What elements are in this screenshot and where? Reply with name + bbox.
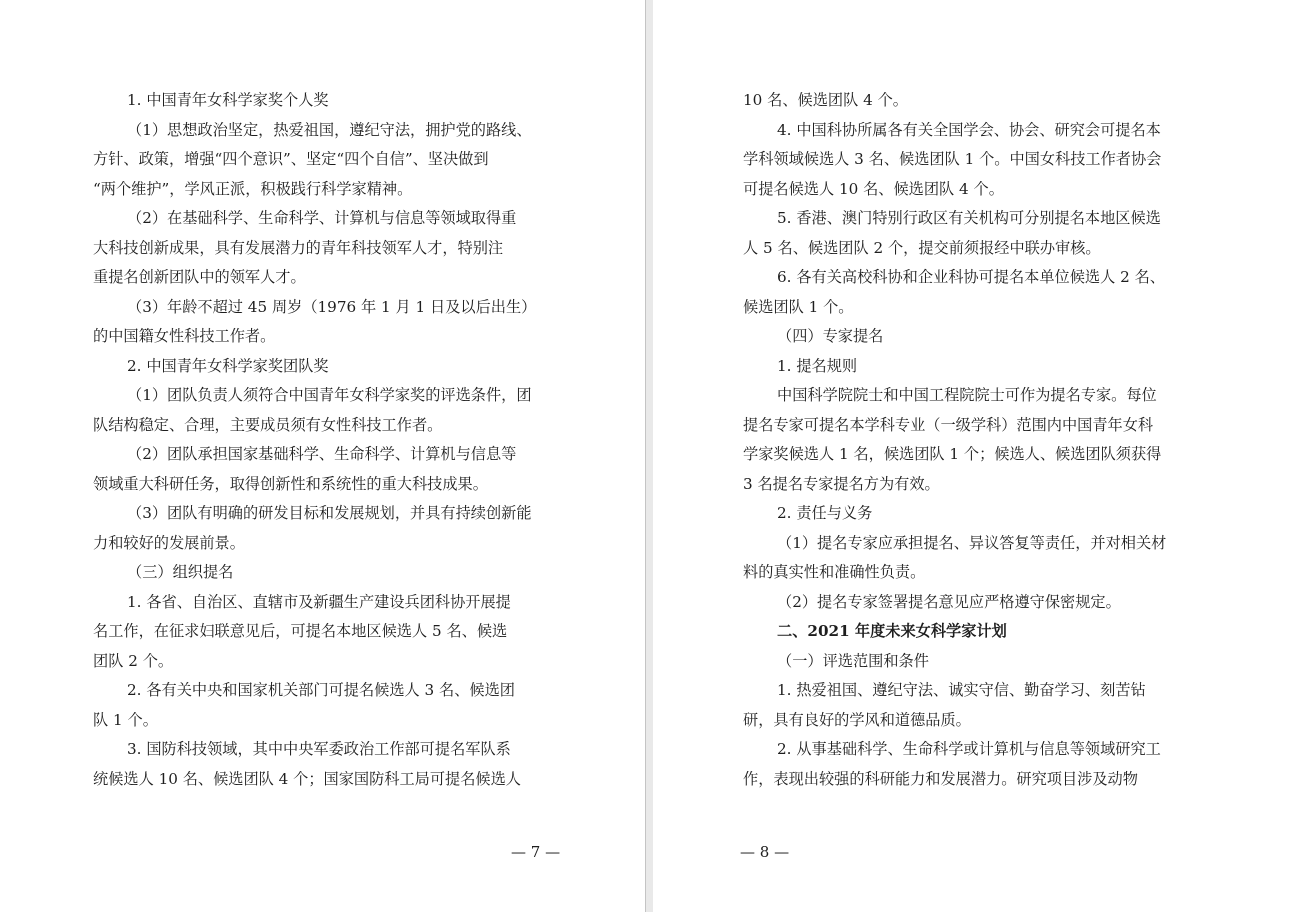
text-line: “两个维护”，学风正派，积极践行科学家精神。 [93,179,413,198]
text-line: 10 名、候选团队 4 个。 [743,91,908,109]
text-line: 1. 中国青年女科学家奖个人奖 [127,91,329,109]
text-line: 统候选人 10 名、候选团队 4 个；国家国防科工局可提名候选人 [93,769,521,788]
text-line: （2）提名专家签署提名意见应严格遵守保密规定。 [777,592,1121,611]
text-line: 中国科学院院士和中国工程院院士可作为提名专家。每位 [777,386,1157,404]
text-line: （四）专家提名 [777,327,884,345]
text-line: 1. 热爱祖国、遵纪守法、诚实守信、勤奋学习、刻苦钻 [777,681,1146,699]
page-8 [653,0,1299,912]
text-line: 作，表现出较强的科研能力和发展潜力。研究项目涉及动物 [743,769,1138,788]
text-line: 方针、政策，增强“四个意识”、坚定“四个自信”、坚决做到 [93,150,489,168]
text-line: （1）思想政治坚定，热爱祖国，遵纪守法，拥护党的路线、 [127,120,532,139]
text-line: 队结构稳定、合理，主要成员须有女性科技工作者。 [93,415,443,434]
text-line: （2）团队承担国家基础科学、生命科学、计算机与信息等 [127,445,517,463]
text-line: 学家奖候选人 1 名，候选团队 1 个；候选人、候选团队须获得 [743,445,1162,463]
text-line: 5. 香港、澳门特别行政区有关机构可分别提名本地区候选 [777,209,1161,227]
text-line: 4. 中国科协所属各有关全国学会、协会、研究会可提名本 [777,120,1161,139]
page-edge-divider [645,0,646,912]
page-number: — 8 — [740,843,790,861]
page-8-body [743,86,1231,794]
text-line: 人 5 名、候选团队 2 个，提交前须报经中联办审核。 [743,238,1101,257]
page-7-body [93,86,578,794]
text-line: （3）年龄不超过 45 周岁（1976 年 1 月 1 日及以后出生） [127,297,537,316]
text-line: 2. 各有关中央和国家机关部门可提名候选人 3 名、候选团 [127,681,515,699]
text-line: 团队 2 个。 [93,651,174,670]
text-line: （一）评选范围和条件 [777,651,929,670]
text-line: 队 1 个。 [93,710,158,729]
page-number: — 7 — [511,843,561,861]
text-line: 2. 中国青年女科学家奖团队奖 [127,356,329,375]
text-line: 2. 从事基础科学、生命科学或计算机与信息等领域研究工 [777,740,1161,758]
text-line: 研，具有良好的学风和道德品质。 [743,710,971,729]
text-line: 学科领域候选人 3 名、候选团队 1 个。中国女科技工作者协会 [743,150,1162,168]
text-line: 大科技创新成果，具有发展潜力的青年科技领军人才，特别注 [93,238,504,257]
page-7 [0,0,645,912]
text-line: 1. 提名规则 [777,356,858,375]
text-line: 可提名候选人 10 名、候选团队 4 个。 [743,179,1004,198]
text-line: （2）在基础科学、生命科学、计算机与信息等领域取得重 [127,209,517,227]
text-line: 6. 各有关高校科协和企业科协可提名本单位候选人 2 名、 [777,268,1165,286]
text-line: 的中国籍女性科技工作者。 [93,327,276,345]
text-line: （1）团队负责人须符合中国青年女科学家奖的评选条件，团 [127,386,532,404]
text-line: 提名专家可提名本学科专业（一级学科）范围内中国青年女科 [743,415,1154,434]
text-line: 领域重大科研任务，取得创新性和系统性的重大科技成果。 [93,474,488,493]
section-heading: 二、2021 年度未来女科学家计划 [777,622,1007,640]
text-line: 力和较好的发展前景。 [93,533,245,552]
text-line: （三）组织提名 [127,563,234,581]
text-line: 重提名创新团队中的领军人才。 [93,268,306,286]
text-line: （1）提名专家应承担提名、异议答复等责任，并对相关材 [777,533,1167,552]
text-line: 1. 各省、自治区、直辖市及新疆生产建设兵团科协开展提 [127,592,511,611]
text-line: （3）团队有明确的研发目标和发展规划，并具有持续创新能 [127,504,532,522]
text-line: 2. 责任与义务 [777,504,873,522]
text-line: 名工作，在征求妇联意见后，可提名本地区候选人 5 名、候选 [93,622,508,640]
text-line: 3. 国防科技领域，其中中央军委政治工作部可提名军队系 [127,740,511,758]
text-line: 候选团队 1 个。 [743,297,854,316]
text-line: 3 名提名专家提名方为有效。 [743,474,940,493]
text-line: 料的真实性和准确性负责。 [743,563,926,581]
